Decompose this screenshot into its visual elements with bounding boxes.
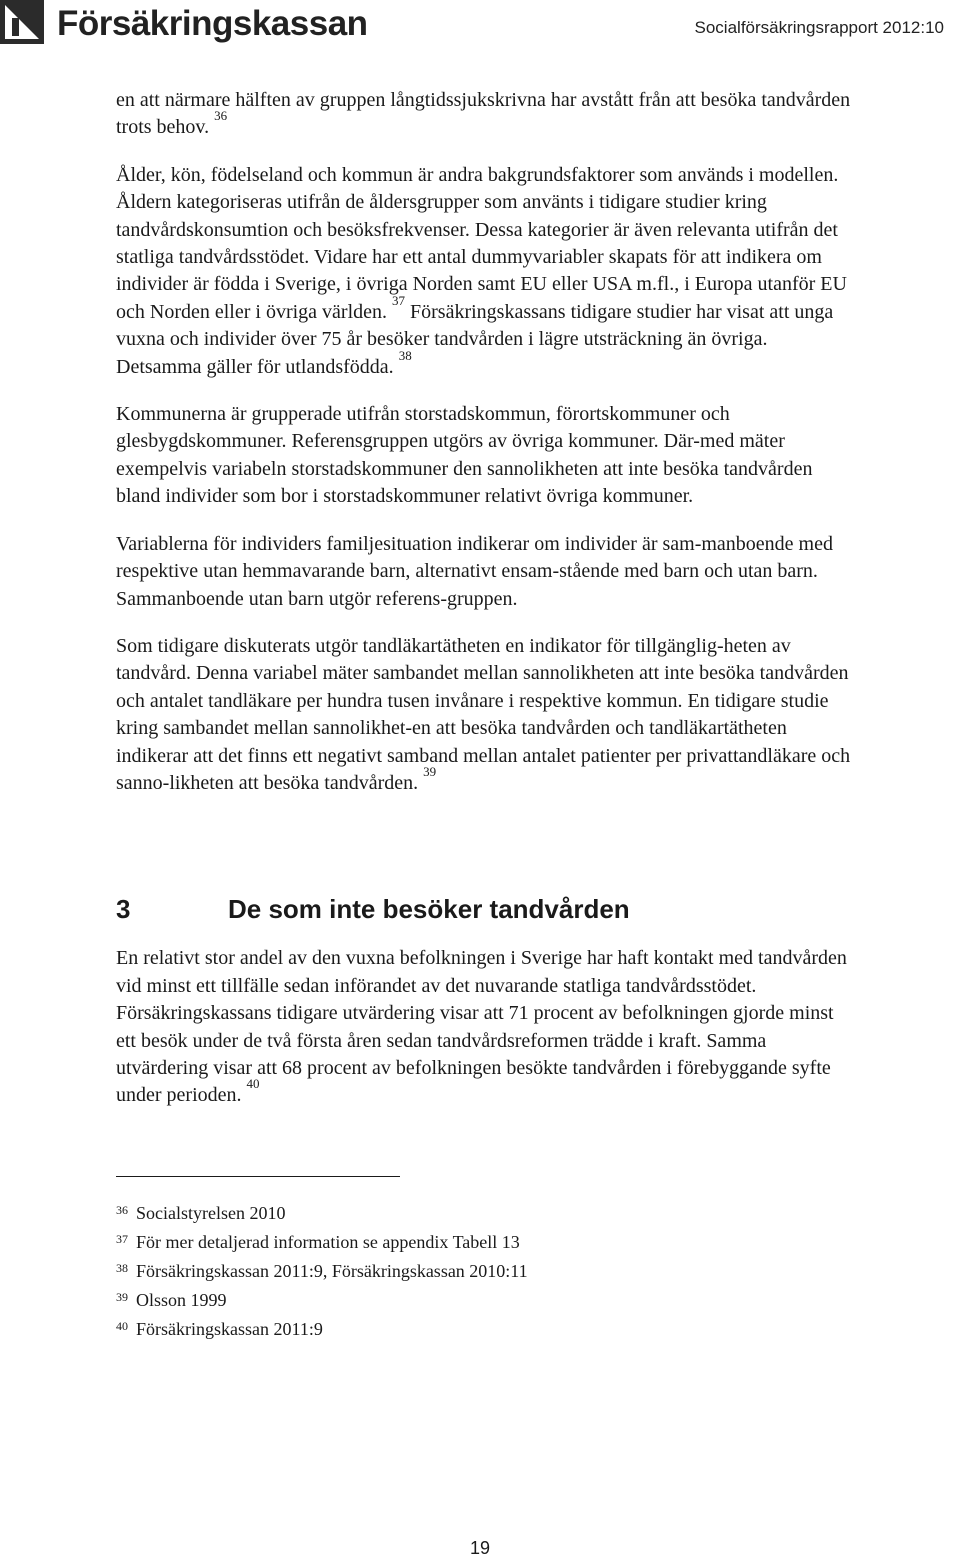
paragraph-text: Ålder, kön, födelseland och kommun är andra bakgrundsfaktorer som används i modellen. Åldern kategoriseras utifrån de åldersgrupper som använts i tidigare studier kring tandvårdskonsumtion och besöksfrekvenser. Dessa kategorier är även relevanta utifrån det statliga tandvårdsstödet. Vidare har ett antal dummyvariabler skapats för att indikera om individer är födda i Sverige, i övriga Norden samt EU eller USA m.fl., i Europa utanför EU och Norden eller i övriga världen. [116,163,847,323]
section-number: 3 [116,894,131,925]
section-title: De som inte besöker tandvården [228,894,630,925]
paragraph [116,945,856,1109]
logo-mark-icon [0,0,44,44]
footnote [116,1261,856,1281]
footnote [116,1319,856,1339]
footnote-ref[interactable]: 36 [214,108,228,124]
logo-text: Försäkringskassan [57,3,368,43]
paragraph [116,633,856,797]
footnote-text: Socialstyrelsen 2010 [136,1202,286,1223]
paragraph-text: Försäkringskassans tidigare studier har visat att unga vuxna och individer över 75 år besöker tandvården i lägre utsträckning än övriga. Detsamma gäller för utlandsfödda. [116,300,834,378]
footnote [116,1232,856,1252]
section-heading [116,894,856,925]
report-id: Socialförsäkringsrapport 2012:10 [694,18,944,37]
footnote-text: Försäkringskassan 2011:9, Försäkringskassan 2010:11 [136,1260,528,1281]
footnote-number: 37 [116,1231,128,1246]
footnote [116,1203,856,1223]
paragraph-text: Som tidigare diskuterats utgör tandläkartätheten en indikator för tillgänglig-heten av tandvård. Denna variabel mäter sambandet mellan sannolikheten att inte besöka tandvården och antalet tandläkare per hundra tusen invånare i respektive kommun. En tidigare studie kring sambandet mellan sannolikhet-en att besöka tandvården och tandläkartätheten indikerar att det finns ett negativt samband mellan antalet patienter per privattandläkare och sanno-likheten att besöka tandvården. [116,634,851,794]
paragraph-text: en att närmare hälften av gruppen långtidssjukskrivna har avstått från att besöka tandvården trots behov. [116,89,851,139]
footnote-number: 40 [116,1318,128,1333]
page-number: 19 [469,1538,491,1558]
footnote-ref[interactable]: 38 [398,347,412,363]
footnote-number: 39 [116,1289,128,1304]
paragraph-text: En relativt stor andel av den vuxna befolkningen i Sverige har haft kontakt med tandvården vid minst ett tillfälle sedan införandet av det nuvarande statliga tandvårdsstödet. Försäkringskassans tidigare utvärdering visar att 71 procent av befolkningen gjorde minst ett besök under de två första åren sedan tandvårdsreformen trädde i kraft. Samma utvärdering visar att 68 procent av befolkningen besökte tandvården i förebyggande syfte under perioden. [116,947,847,1107]
footnote-divider [116,1176,400,1177]
footnote-text: För mer detaljerad information se appendix Tabell 13 [136,1231,520,1252]
logo [0,0,368,44]
paragraph-text: Variablerna för individers familjesituation indikerar om individer är sam-manboende med respektive utan hemmavarande barn, alternativt ensam-stående med barn och utan barn. Sammanboende utan barn utgör referens-gruppen. [116,532,833,610]
footnote-text: Olsson 1999 [136,1289,227,1310]
paragraph [116,162,856,381]
footnote [116,1290,856,1310]
footnote-ref[interactable]: 37 [392,292,406,308]
footnote-text: Försäkringskassan 2011:9 [136,1318,323,1339]
paragraph [116,87,856,142]
page-content [116,87,856,1348]
page-header [0,0,960,60]
paragraph [116,531,856,613]
footnote-number: 36 [116,1202,128,1217]
footnote-ref[interactable]: 39 [423,763,437,779]
footnote-number: 38 [116,1260,128,1275]
paragraph-text: Kommunerna är grupperade utifrån storstadskommun, förortskommuner och glesbygdskommuner. Referensgruppen utgörs av övriga kommuner. Där-med mäter exempelvis variabeln storstadskommuner den sannolikheten att inte besöka tandvården bland individer som bor i storstadskommuner relativt övriga kommuner. [116,403,813,508]
paragraph [116,401,856,511]
footnote-ref[interactable]: 40 [246,1076,260,1092]
